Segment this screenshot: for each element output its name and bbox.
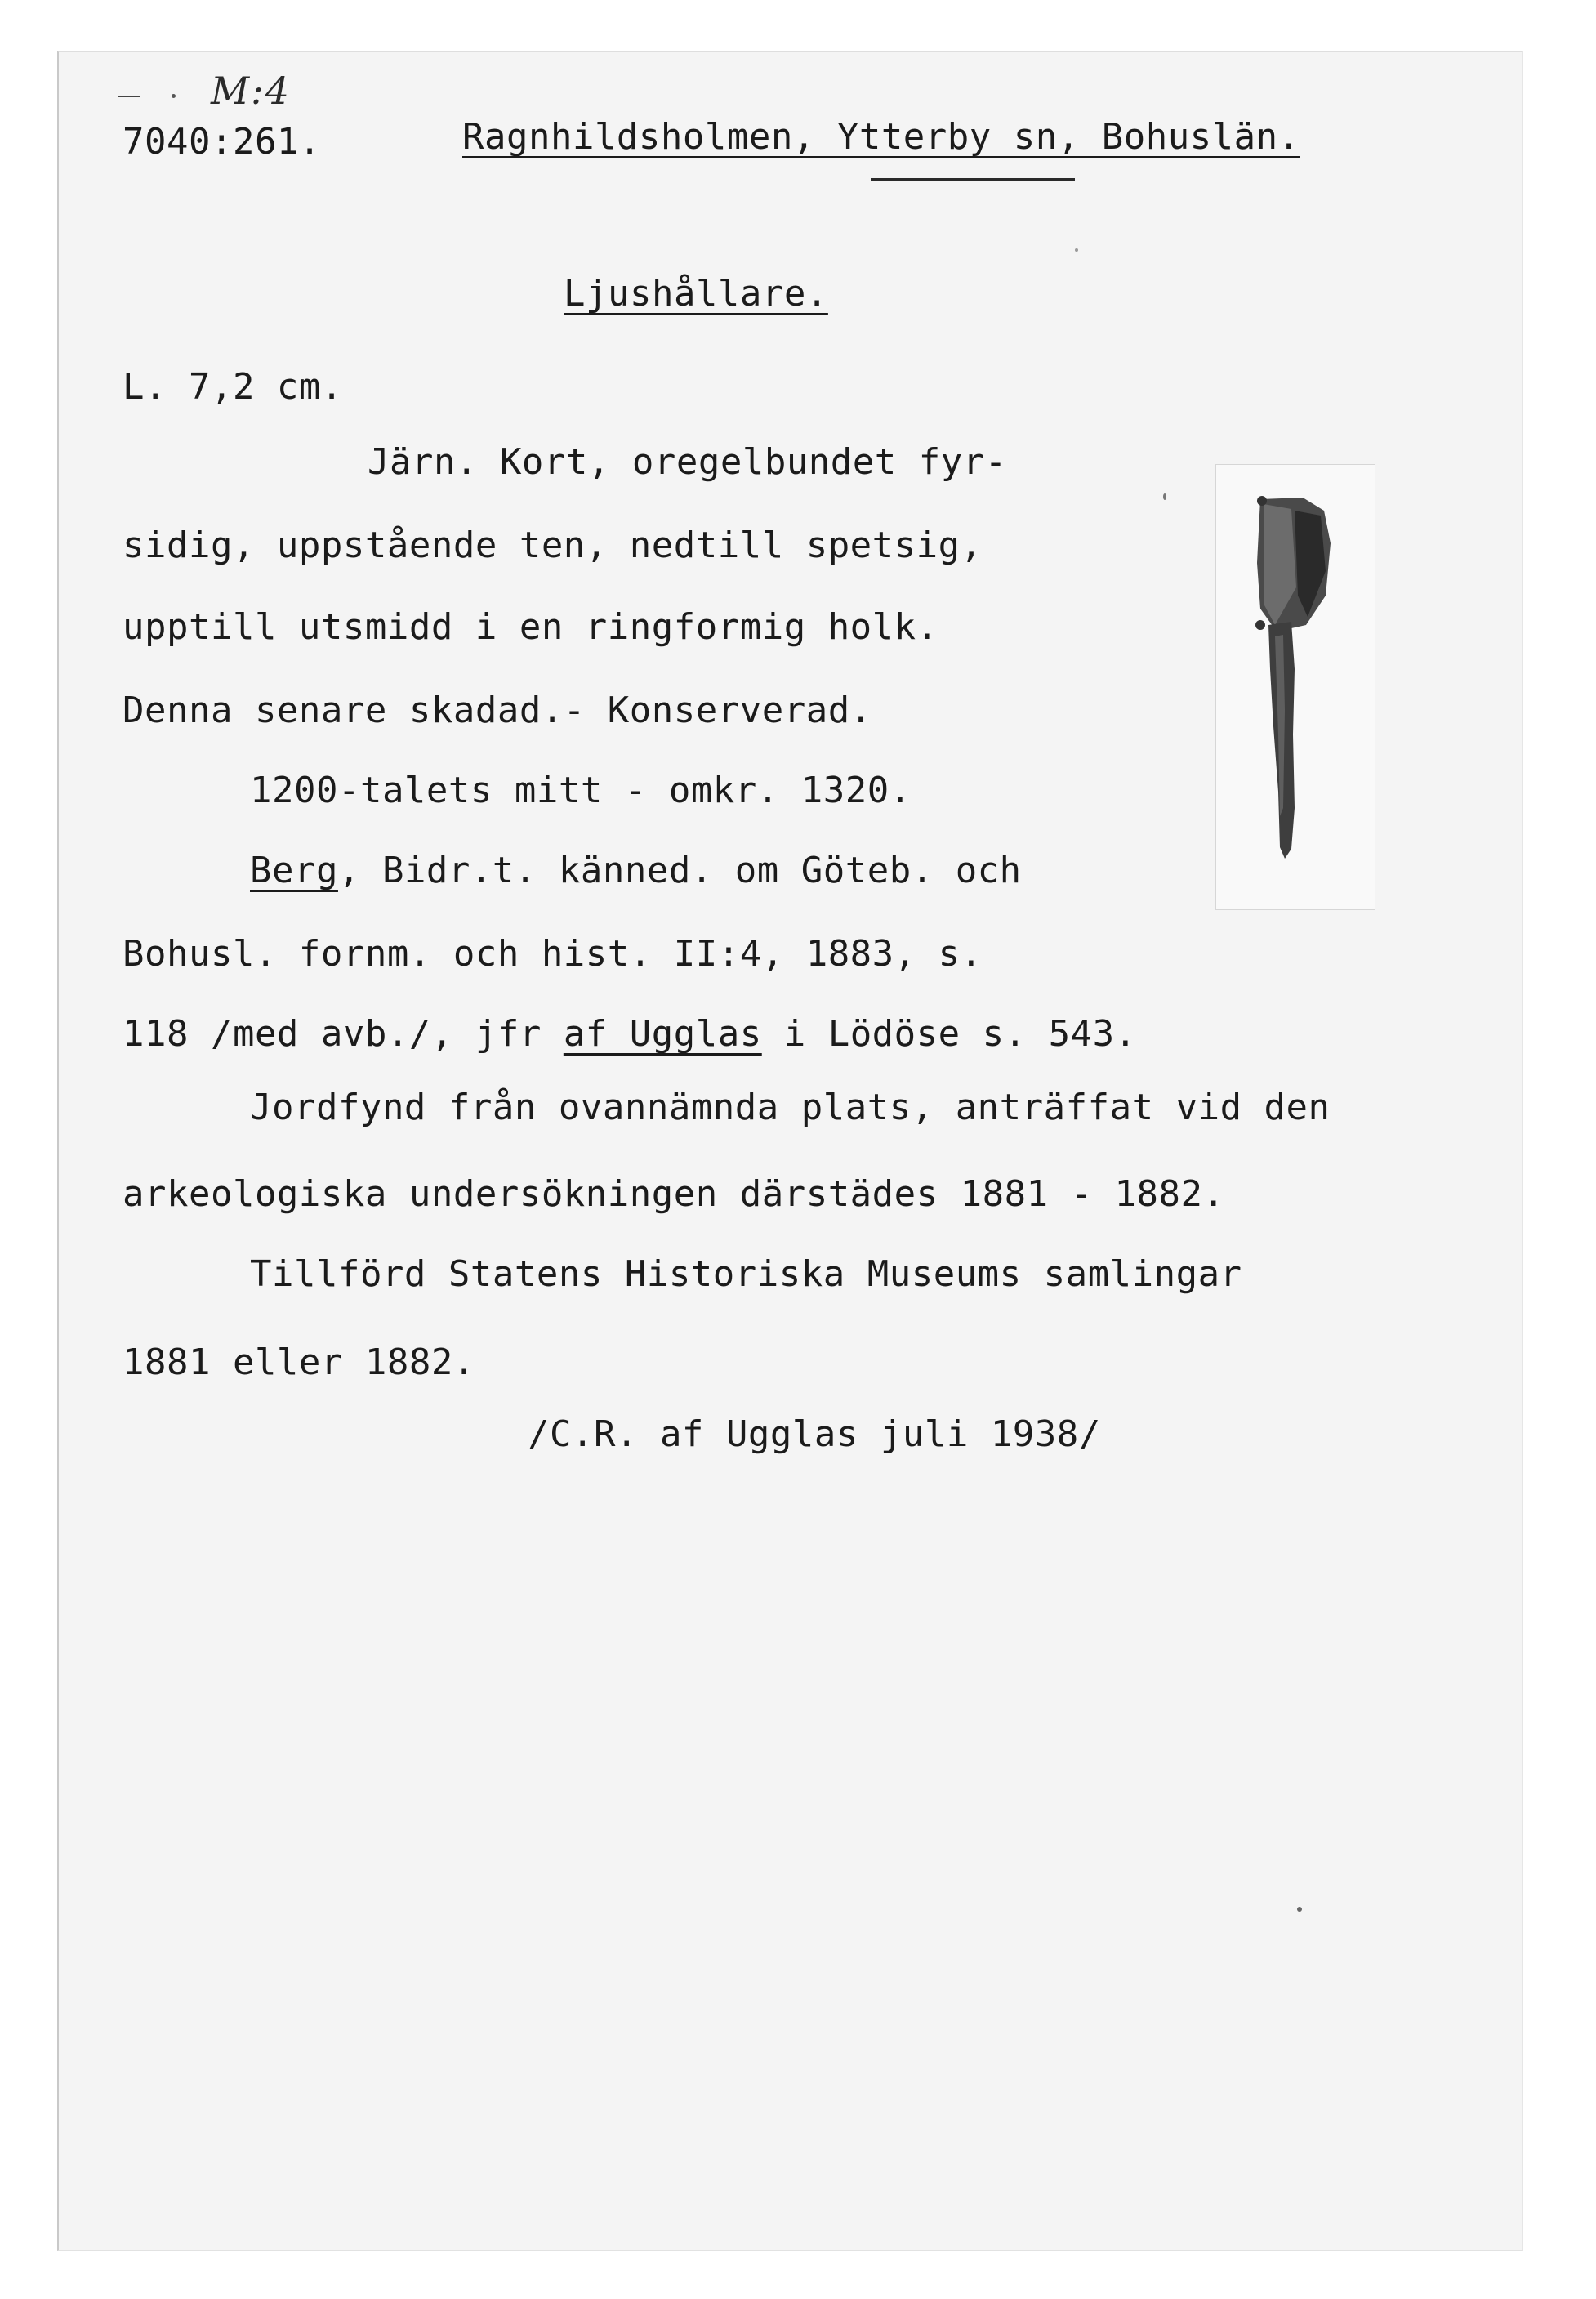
- object-title: Ljushållare.: [564, 273, 828, 315]
- dating: 1200-talets mitt - omkr. 1320.: [250, 770, 912, 811]
- pencil-dot: [172, 94, 176, 98]
- find-location: Ragnhildsholmen, Ytterby sn, Bohuslän.: [462, 116, 1300, 158]
- reference-pre: 118 /med avb./, jfr: [123, 1013, 564, 1055]
- reference-line-2: Bohusl. fornm. och hist. II:4, 1883, s.: [123, 933, 983, 975]
- accession-line-1: Tillförd Statens Historiska Museums samlingar: [250, 1253, 1242, 1295]
- description-line-1: Järn. Kort, oregelbundet fyr-: [368, 441, 1007, 483]
- reference-author-berg: Berg: [250, 850, 338, 891]
- description-line-2: sidig, uppstående ten, nedtill spetsig,: [123, 525, 983, 566]
- speck: [1075, 248, 1078, 252]
- speck: [1163, 493, 1166, 500]
- find-context-line-2: arkeologiska undersökningen därstädes 1881 - 1882.: [123, 1173, 1225, 1215]
- find-context-line-1: Jordfynd från ovannämnda plats, anträffat vid den: [250, 1087, 1331, 1128]
- catalog-number: 7040:261.: [123, 121, 321, 163]
- handwritten-mark: M:4: [211, 69, 291, 113]
- reference-text: , Bidr.t. känned. om Göteb. och: [337, 850, 1022, 891]
- pencil-dash: [118, 96, 140, 97]
- description-line-4: Denna senare skadad.- Konserverad.: [123, 690, 872, 731]
- object-length: L. 7,2 cm.: [123, 366, 343, 408]
- description-line-3: upptill utsmidd i en ringformig holk.: [123, 606, 938, 648]
- reference-author-ugglas: af Ugglas: [563, 1013, 762, 1055]
- speck: [1297, 1907, 1302, 1912]
- object-photo: [1215, 464, 1375, 910]
- location-underline: [871, 178, 1075, 181]
- signature: /C.R. af Ugglas juli 1938/: [528, 1413, 1101, 1455]
- reference-post: i Lödöse s. 543.: [761, 1013, 1137, 1055]
- reference-line-1: [250, 850, 1022, 891]
- reference-line-3: [123, 1013, 1137, 1055]
- candle-holder-icon: [1216, 465, 1375, 909]
- accession-line-2: 1881 eller 1882.: [123, 1341, 475, 1383]
